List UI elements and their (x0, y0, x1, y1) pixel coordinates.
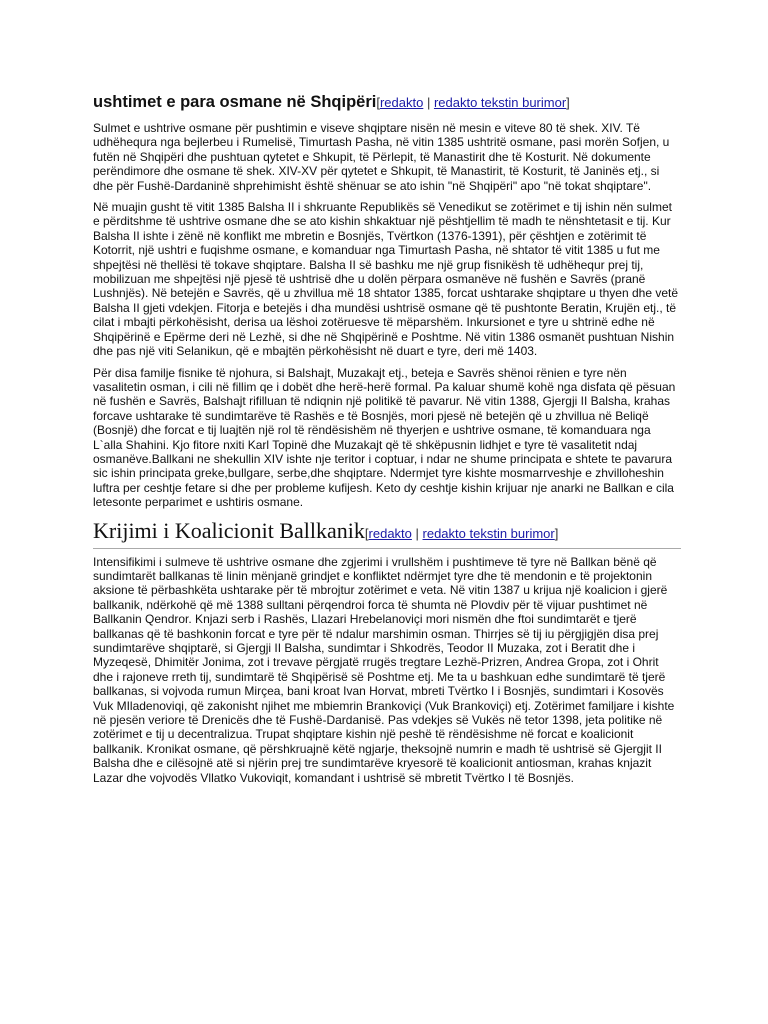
section-heading-balkan-coalition (93, 519, 681, 549)
edit-links (376, 95, 569, 110)
edit-bracket-close: ] (554, 525, 559, 541)
edit-bracket-open: [ (376, 95, 380, 110)
edit-separator: | (411, 525, 423, 541)
paragraph-4: Intensifikimi i sulmeve të ushtrive osmane dhe zgjerimi i vrullshëm i pushtimeve të tyre në Ballkan bënë që sundimtarët ballkanas të linin mënjanë grindjet e konfliktet ndërmjet tyre dhe të mendonin e të projektonin aksione të përbashkëta ushtarake për të mbrojtur zotërimet e veta. Në vitin 1387 u krijua një koalicion i gjerë ballkanik, ndërkohë që më 1388 sulltani përqendroi forca të shumta në Plovdiv për të vijuar pushtimet në Ballkanin Qendror. Knjazi serb i Rashës, Llazari Hrebelanoviçi mori nismën dhe ftoi sundimtarët e tjerë ballkanas që të bashkonin forcat e tyre për të ndalur marshimin osman. Thirrjes së tij iu përgjigjën disa prej sundimtarëve shqiptarë, si Gjergji II Balsha, sundimtar i Shkodrës, Teodor II Muzaka, zot i Beratit dhe i Myzeqesë, Dhimitër Jonima, zot i trevave përgjatë rrugës tregtare Lezhë-Prizren, Andrea Gropa, zot i Ohrit dhe i rajoneve rreth tij, sundimtarë të Shqipërisë së Poshtme etj. Me ta u bashkuan edhe sundimtarë të tjerë ballkanas, si vojvoda rumun Mirçea, bani kroat Ivan Horvat, mbreti Tvërtko I i Bosnjës, sundimtari i Kosovës Vuk MIladenoviqi, që zakonisht njihet me mbiemrin Brankoviçi (Vuk Brankoviçi) etj. Zotërimet familjare i kishte në pjesën veriore të Drenicës dhe të Fushë-Dardanisë. Pas vdekjes së Vukës në tetor 1398, jeta politike në zotërimet e tij u decentralizua. Trupat shqiptare kishin një peshë të rëndësishme në forcat e koalicionit ballkanik. Kronikat osmane, që përshkruajnë këtë ngjarje, theksojnë numrin e madh të ushtrisë së Gjergjit II Balsha dhe e cilësojnë atë si njërin prej tre sundimtarëve kryesorë të koalicionit antiosman, krahas knjazit Lazar dhe vojvodës Vllatko Vukoviqit, komandant i ushtrisë së mbretit Tvërtko I të Bosnjës. (93, 554, 675, 785)
edit-link[interactable]: redakto (379, 95, 424, 110)
edit-link[interactable]: redakto (368, 525, 412, 541)
edit-links (365, 526, 558, 541)
paragraph-3: Për disa familje fisnike të njohura, si Balshajt, Muzakajt etj., beteja e Savrës shënoi rënien e tyre nën vasalitetin osman, i cili në fillim qe i dobët dhe herë-herë formal. Pa kaluar shumë kohë nga disfata që pësuan në fushën e Savrës, Balshajt rifilluan të ndiqnin një politikë të pavarur. Në vitin 1388, Gjergji II Balsha, krahas forcave ushtarake të sundimtarëve të Rashës e të Bosnjës, mori pjesë në betejën që u zhvillua në Beliqë (Bosnjë) dhe forcat e tij luajtën një rol të rëndësishëm në thyerjen e ushtrive osmane, të komanduara nga L`alla Shahini. Kjo fitore nxiti Karl Topinë dhe Muzakajt që të shkëpusnin lidhjet e tyre të vasalitetit ndaj osmanëve.Ballkani ne shekullin XIV ishte nje teritor i coptuar, i ndar ne shume principata e shtete te pavarura sic ishin principata greke,bullgare, serbe,dhe shqiptare. Ndermjet tyre kishte mosmarrveshje e zhvilloheshin luftra per ceshtje fetare si dhe per probleme kufijesh. Keto dy ceshtje kishin krijuar nje anarki ne Ballkan e cila letesonte perparimet e ushtiris osmane. (93, 365, 676, 510)
edit-separator: | (423, 95, 434, 110)
edit-bracket-close: ] (566, 95, 570, 110)
section-heading-text: Krijimi i Koalicionit Ballkanik (93, 517, 365, 543)
edit-source-link[interactable]: redakto tekstin burimor (433, 95, 567, 110)
edit-source-link[interactable]: redakto tekstin burimor (422, 525, 555, 541)
section-heading-ottoman-invasions (93, 92, 681, 113)
paragraph-1: Sulmet e ushtrive osmane për pushtimin e viseve shqiptare nisën në mesin e viteve 80 të shek. XIV. Të udhëhequra nga bejlerbeu i Rumelisë, Timurtash Pasha, në vitin 1385 ushtritë osmane, pasi morën Sofjen, u futën në Shqipëri dhe pushtuan qytetet e Shkupit, të Përlepit, të Manastirit dhe të Kosturit. Në dokumente perëndimore dhe osmane të shek. XIV-XV për qytetet e Shkupit, të Manastirit, të Kosturit, të Janinës etj., si dhe për Fushë-Dardaninë shprehimisht është shënuar se ato ishin "në Shqipëri" apo "në tokat shqiptare". (93, 121, 670, 193)
edit-bracket-open: [ (364, 525, 369, 541)
paragraph-2: Në muajin gusht të vitit 1385 Balsha II i shkruante Republikës së Venedikut se zotërimet e tij ishin nën sulmet e përditshme të ushtrive osmane dhe se ato kishin shkaktuar një pështjellim të madh te nënshtetasit e tij. Kur Balsha II ishte i zënë në konflikt me mbretin e Bosnjës, Tvërtkon (1376-1391), për çështjen e zotërimit të Kotorrit, një ushtri e fuqishme osmane, e komanduar nga Timurtash Pasha, në shtator të vitit 1385 u fut me shpejtësi në thellësi të tokave shqiptare. Balsha II së bashku me një grup fisnikësh të udhëhequr prej tij, mobilizuan me shpejtësi një pjesë të ushtrisë dhe u dolën përpara osmanëve në fushën e Savrës (pranë Lushnjës). Në betejën e Savrës, që u zhvillua më 18 shtator 1385, forcat ushtarake shqiptare u thyen dhe vetë Balsha II gjeti vdekjen. Fitorja e betejës i dha mundësi ushtrisë osmane që të pushtonte Beratin, Krujën etj., të cilat i mbajti përkohësisht, derisa ua lëshoi zotëruesve të mëparshëm. Inkursionet e tyre u shtrinë edhe në Shqipërinë e Epërme deri në Lezhë, si dhe në Shqipërinë e Poshtme. Në vitin 1386 osmanët pushtuan Nishin dhe pas një viti Selanikun, që e mbajtën përkohësisht në duart e tyre, deri më 1403. (93, 200, 679, 359)
section-heading-text: ushtimet e para osmane në Shqipëri (93, 93, 377, 111)
article-body (93, 92, 681, 792)
